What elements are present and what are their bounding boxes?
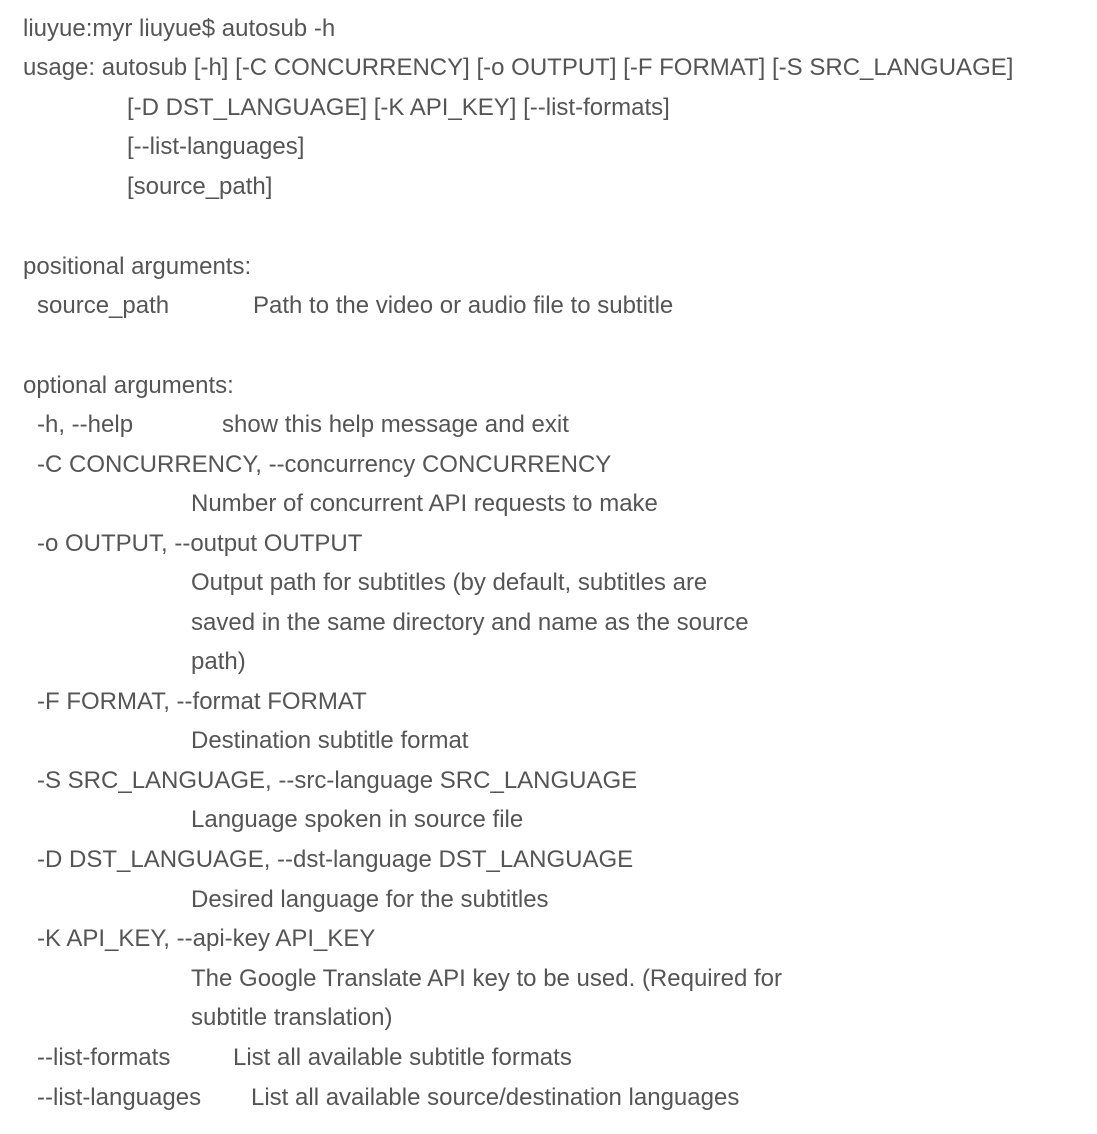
argument-flag: --list-languages — [37, 1084, 202, 1111]
argument-description: saved in the same directory and name as the source — [191, 609, 749, 636]
argument-flag: -h, --help — [37, 411, 134, 438]
argument-description: path) — [191, 648, 246, 675]
argument-flag: -F FORMAT, --format FORMAT — [37, 688, 367, 715]
argument-description: subtitle translation) — [191, 1004, 393, 1031]
argument-description: List all available subtitle formats — [233, 1044, 572, 1071]
argument-description: Desired language for the subtitles — [191, 886, 549, 913]
argument-description: Number of concurrent API requests to make — [191, 490, 658, 517]
usage-line: [-D DST_LANGUAGE] [-K API_KEY] [--list-formats] — [127, 94, 670, 121]
command-prompt: liuyue:myr liuyue$ autosub -h — [23, 15, 336, 42]
argument-description: Language spoken in source file — [191, 806, 524, 833]
argument-flag: -C CONCURRENCY, --concurrency CONCURRENCY — [37, 451, 612, 478]
argument-flag: -S SRC_LANGUAGE, --src-language SRC_LANGUAGE — [37, 767, 638, 794]
section-header-optional: optional arguments: — [23, 372, 234, 399]
argument-flag: -o OUTPUT, --output OUTPUT — [37, 530, 363, 557]
argument-description: show this help message and exit — [222, 411, 569, 438]
usage-line: [--list-languages] — [127, 133, 305, 160]
argument-description: Output path for subtitles (by default, subtitles are — [191, 569, 708, 596]
argument-description: Path to the video or audio file to subtitle — [253, 292, 674, 319]
argument-flag: source_path — [37, 292, 170, 319]
argument-flag: -D DST_LANGUAGE, --dst-language DST_LANGUAGE — [37, 846, 634, 873]
argument-flag: --list-formats — [37, 1044, 171, 1071]
usage-line: usage: autosub [-h] [-C CONCURRENCY] [-o OUTPUT] [-F FORMAT] [-S SRC_LANGUAGE] — [23, 54, 1014, 81]
usage-line: [source_path] — [127, 173, 273, 200]
argument-flag: -K API_KEY, --api-key API_KEY — [37, 925, 376, 952]
argument-description: List all available source/destination languages — [251, 1084, 740, 1111]
section-header-positional: positional arguments: — [23, 253, 252, 280]
argument-description: The Google Translate API key to be used. (Required for — [191, 965, 782, 992]
argument-description: Destination subtitle format — [191, 727, 469, 754]
